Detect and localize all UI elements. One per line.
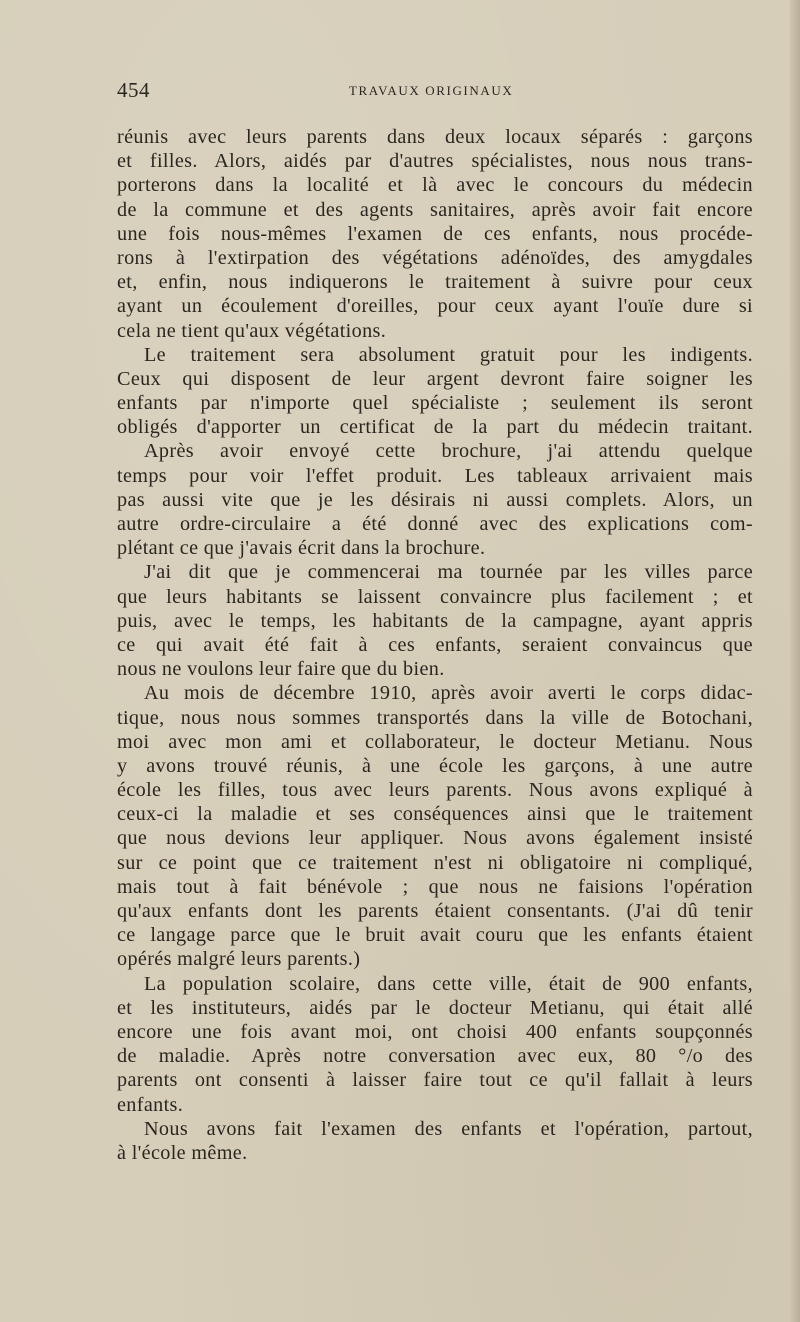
text-line: école les filles, tous avec leurs parents. Nous avons expliqué à: [117, 779, 753, 802]
text-line: Le traitement sera absolument gratuit pour les indigents.: [144, 343, 753, 366]
page-edge-shadow: [790, 0, 800, 1322]
text-line: à l'école même.: [117, 1141, 248, 1164]
text-line: que nous devions leur appliquer. Nous avons également insisté: [117, 827, 753, 850]
text-line: parents ont consenti à laisser faire tout ce qu'il fallait à leurs: [117, 1069, 753, 1092]
text-line: qu'aux enfants dont les parents étaient consentants. (J'ai dû tenir: [117, 900, 753, 922]
text-line: rons à l'extirpation des végétations adénoïdes, des amygdales: [117, 246, 753, 269]
running-head: TRAVAUX ORIGINAUX: [349, 83, 514, 98]
text-line: ayant un écoulement d'oreilles, pour ceux ayant l'ouïe dure si: [117, 295, 753, 318]
text-line: moi avec mon ami et collaborateur, le docteur Metianu. Nous: [117, 730, 753, 753]
text-line: puis, avec le temps, les habitants de la campagne, ayant appris: [117, 609, 753, 632]
text-line: Nous avons fait l'examen des enfants et l'opération, partout,: [144, 1117, 753, 1140]
text-line: Au mois de décembre 1910, après avoir averti le corps didac-: [144, 682, 753, 705]
text-line: nous ne voulons leur faire que du bien.: [117, 658, 445, 681]
text-line: et filles. Alors, aidés par d'autres spécialistes, nous nous trans-: [117, 150, 753, 173]
text-line: et, enfin, nous indiquerons le traitement à suivre pour ceux: [117, 271, 753, 294]
text-line: enfants par n'importe quel spécialiste ; seulement ils seront: [117, 392, 753, 415]
text-line: sur ce point que ce traitement n'est ni obligatoire ni compliqué,: [117, 851, 753, 874]
page-number: 454: [117, 78, 150, 102]
text-line: y avons trouvé réunis, à une école les garçons, à une autre: [117, 754, 753, 777]
text-line: obligés d'apporter un certificat de la part du médecin traitant.: [117, 416, 753, 439]
text-line: tique, nous nous sommes transportés dans la ville de Botochani,: [117, 706, 753, 729]
text-line: opérés malgré leurs parents.): [117, 948, 361, 971]
text-line: réunis avec leurs parents dans deux locaux séparés : garçons: [117, 126, 753, 148]
text-line: de maladie. Après notre conversation avec eux, 80 °/o des: [117, 1045, 753, 1068]
text-line: plétant ce que j'avais écrit dans la brochure.: [117, 537, 486, 560]
text-line: encore une fois avant moi, ont choisi 400 enfants soupçonnés: [117, 1020, 753, 1043]
text-line: temps pour voir l'effet produit. Les tableaux arrivaient mais: [117, 464, 753, 487]
text-line: ce qui avait été fait à ces enfants, seraient convaincus que: [117, 633, 753, 656]
text-line: ce langage parce que le bruit avait couru que les enfants étaient: [117, 924, 753, 947]
text-line: pas aussi vite que je les désirais ni aussi complets. Alors, un: [117, 488, 753, 511]
text-line: et les instituteurs, aidés par le docteur Metianu, qui était allé: [117, 996, 753, 1019]
text-line: J'ai dit que je commencerai ma tournée par les villes parce: [144, 561, 753, 584]
text-line: autre ordre-circulaire a été donné avec des explications com-: [117, 513, 753, 535]
text-line: mais tout à fait bénévole ; que nous ne faisions l'opération: [117, 875, 753, 898]
text-line: Après avoir envoyé cette brochure, j'ai attendu quelque: [144, 440, 753, 463]
text-line: porterons dans la localité et là avec le concours du médecin: [117, 174, 753, 197]
text-line: une fois nous-mêmes l'examen de ces enfants, nous procéde-: [117, 222, 753, 245]
text-line: enfants.: [117, 1093, 184, 1116]
text-line: de la commune et des agents sanitaires, après avoir fait encore: [117, 198, 753, 221]
text-line: Ceux qui disposent de leur argent devront faire soigner les: [117, 367, 753, 390]
page-header: [117, 78, 753, 102]
text-line: La population scolaire, dans cette ville, était de 900 enfants,: [144, 972, 753, 995]
body-text: [117, 125, 753, 1165]
text-line: cela ne tient qu'aux végétations.: [117, 319, 387, 342]
text-line: que leurs habitants se laissent convaincre plus facilement ; et: [117, 585, 753, 608]
text-line: ceux-ci la maladie et ses conséquences ainsi que le traitement: [117, 803, 753, 826]
